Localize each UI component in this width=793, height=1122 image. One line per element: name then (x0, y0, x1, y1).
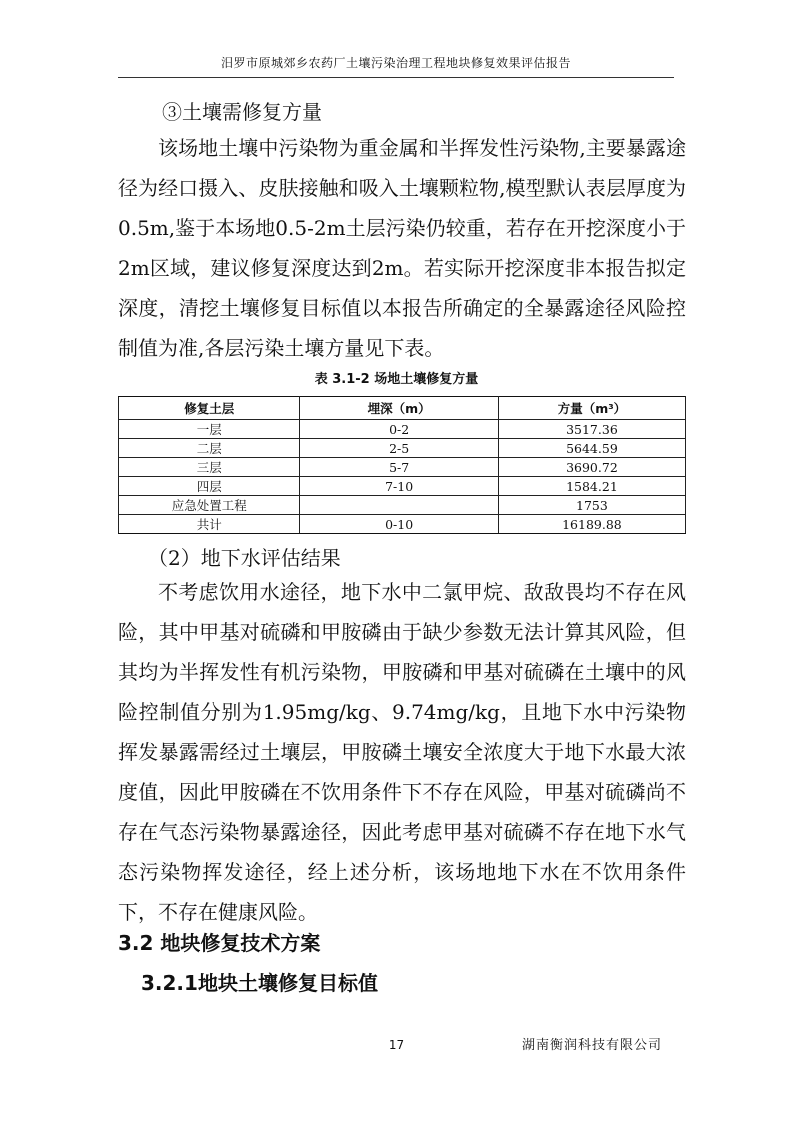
soil-volume-paragraph: 该场地土壤中污染物为重金属和半挥发性污染物,主要暴露途径为经口摄入、皮肤接触和吸入土壤颗粒物,模型默认表层厚度为0.5m,鉴于本场地0.5-2m土层污染仍较重，若存在开挖深度小于2m区域，建议修复深度达到2m。若实际开挖深度非本报告拟定深度，清挖土壤修复目标值以本报告所确定的全暴露途径风险控制值为准,各层污染土壤方量见下表。 (118, 136, 686, 360)
table-row (119, 477, 686, 496)
table-row (119, 458, 686, 477)
cell-volume: 3690.72 (498, 458, 685, 477)
table-caption: 表 3.1-2 场地土壤修复方量 (314, 372, 479, 387)
header-depth: 埋深（m） (300, 397, 498, 420)
cell-layer: 三层 (119, 458, 300, 477)
cell-volume: 5644.59 (498, 439, 685, 458)
section-3-2-1-heading: 3.2.1地块土壤修复目标值 (141, 971, 378, 995)
cell-depth: 0-2 (300, 420, 498, 439)
page-number: 17 (388, 1038, 405, 1052)
table-row (119, 496, 686, 515)
cell-depth: 0-10 (300, 515, 498, 534)
cell-layer: 共计 (119, 515, 300, 534)
cell-layer: 二层 (119, 439, 300, 458)
cell-layer: 应急处置工程 (119, 496, 300, 515)
soil-volume-heading: ③土壤需修复方量 (162, 100, 322, 124)
table-row (119, 420, 686, 439)
cell-volume: 16189.88 (498, 515, 685, 534)
cell-volume: 1753 (498, 496, 685, 515)
cell-layer: 四层 (119, 477, 300, 496)
header-layer: 修复土层 (119, 397, 300, 420)
table-row (119, 515, 686, 534)
cell-layer: 一层 (119, 420, 300, 439)
header-volume: 方量（m³） (498, 397, 685, 420)
cell-depth: 5-7 (300, 458, 498, 477)
company-name: 湖南衡润科技有限公司 (521, 1038, 662, 1053)
cell-volume: 3517.36 (498, 420, 685, 439)
cell-depth: 7-10 (300, 477, 498, 496)
section-3-2-heading: 3.2 地块修复技术方案 (118, 931, 321, 955)
groundwater-paragraph: 不考虑饮用水途径，地下水中二氯甲烷、敌敌畏均不存在风险，其中甲基对硫磷和甲胺磷由于缺少参数无法计算其风险，但其均为半挥发性有机污染物，甲胺磷和甲基对硫磷在土壤中的风险控制值分别为1.95mg/kg、9.74mg/kg，且地下水中污染物挥发暴露需经过土壤层，甲胺磷土壤安全浓度大于地下水最大浓度值，因此甲胺磷在不饮用条件下不存在风险，甲基对硫磷尚不存在气态污染物暴露途径，因此考虑甲基对硫磷不存在地下水气态污染物挥发途径，经上述分析，该场地地下水在不饮用条件下，不存在健康风险。 (118, 580, 686, 924)
groundwater-heading: （2）地下水评估结果 (148, 546, 341, 570)
cell-depth (300, 496, 498, 515)
cell-depth: 2-5 (300, 439, 498, 458)
running-header: 汨罗市原城郊乡农药厂土壤污染治理工程地块修复效果评估报告 (118, 54, 674, 78)
table-row (119, 439, 686, 458)
soil-volume-table (118, 396, 686, 534)
table-header-row (119, 397, 686, 420)
cell-volume: 1584.21 (498, 477, 685, 496)
